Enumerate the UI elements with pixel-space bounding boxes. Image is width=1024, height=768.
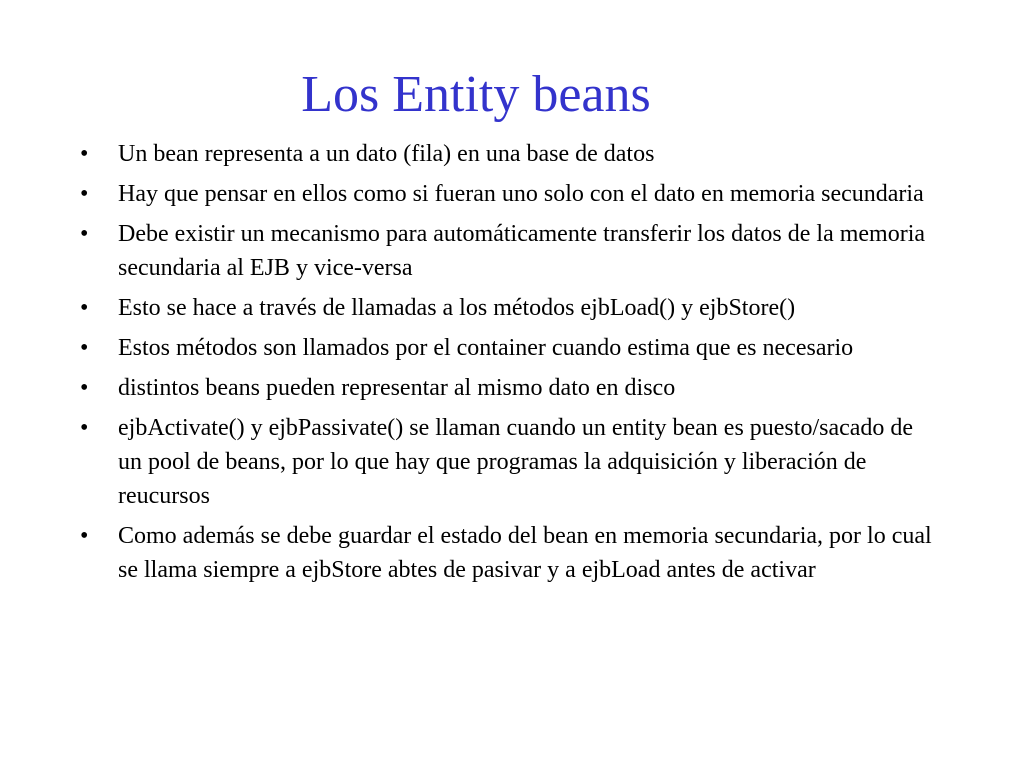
bullet-text: Como además se debe guardar el estado del bean en memoria secundaria, por lo cual se llama siempre a ejbStore abtes de pasivar y a ejbLoad antes de activar [118, 523, 932, 583]
bullet-text: Debe existir un mecanismo para automáticamente transferir los datos de la memoria secundaria al EJB y vice-versa [118, 221, 926, 281]
bullet-icon: • [80, 295, 89, 321]
bullet-item [78, 137, 938, 171]
bullet-text: Esto se hace a través de llamadas a los métodos ejbLoad() y ejbStore() [118, 295, 796, 321]
bullet-icon: • [80, 141, 89, 167]
bullet-item [78, 177, 938, 211]
bullet-icon: • [80, 375, 89, 401]
bullet-item [78, 411, 938, 513]
bullet-text: ejbActivate() y ejbPassivate() se llaman cuando un entity bean es puesto/sacado de un pool de beans, por lo que hay que programas la adquisición y liberación de reucursos [118, 415, 914, 509]
bullet-item [78, 217, 938, 285]
bullet-text: Estos métodos son llamados por el container cuando estima que es necesario [118, 335, 854, 361]
bullet-item [78, 519, 938, 587]
bullet-icon: • [80, 221, 89, 247]
bullet-list [78, 137, 938, 593]
bullet-text: distintos beans pueden representar al mismo dato en disco [118, 375, 676, 401]
bullet-item [78, 371, 938, 405]
bullet-text: Un bean representa a un dato (fila) en una base de datos [118, 141, 655, 167]
bullet-icon: • [80, 181, 89, 207]
bullet-icon: • [80, 335, 89, 361]
bullet-item [78, 291, 938, 325]
bullet-icon: • [80, 415, 89, 441]
bullet-icon: • [80, 523, 89, 549]
bullet-text: Hay que pensar en ellos como si fueran uno solo con el dato en memoria secundaria [118, 181, 924, 207]
bullet-item [78, 331, 938, 365]
slide-title: Los Entity beans [301, 66, 651, 123]
